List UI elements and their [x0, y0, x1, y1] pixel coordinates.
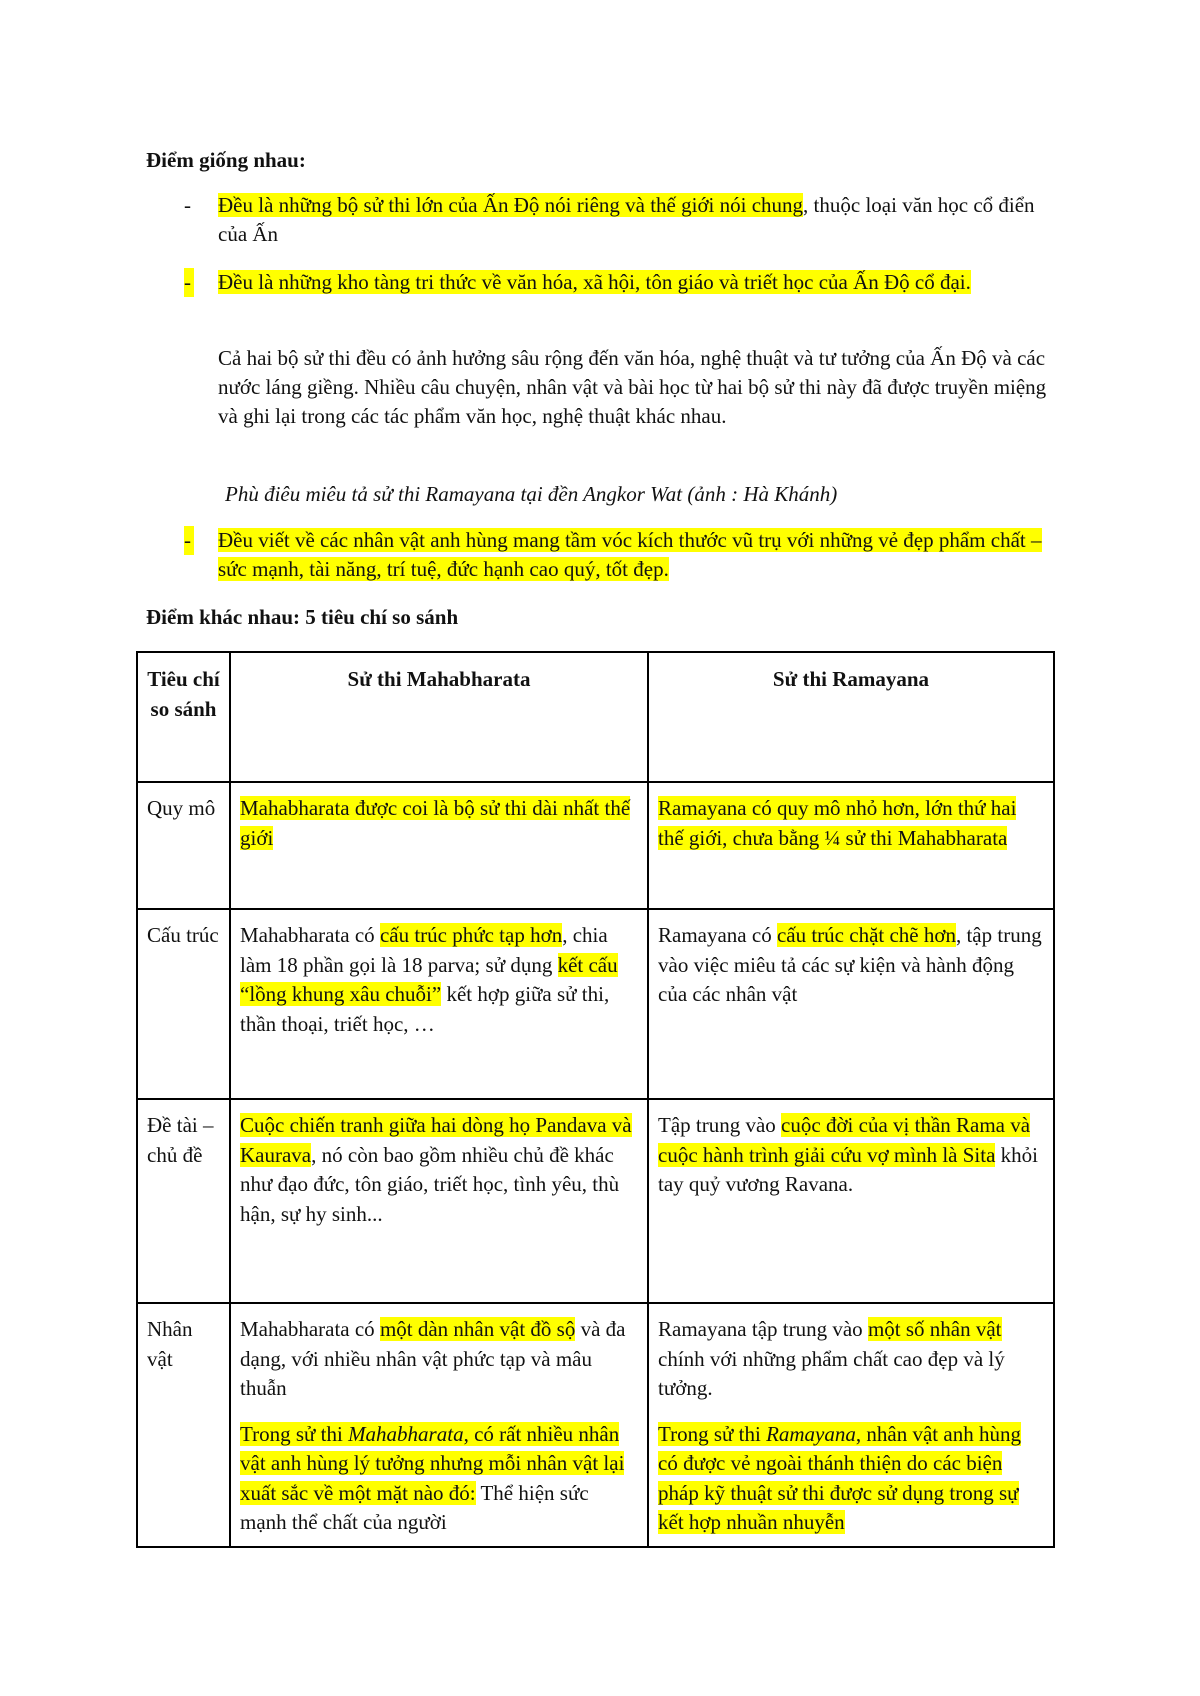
header-criterion: Tiêu chí so sánh: [137, 652, 230, 782]
criterion-cell: Cấu trúc: [137, 909, 230, 1099]
header-ramayana: Sử thi Ramayana: [648, 652, 1054, 782]
table-row: [137, 1099, 1054, 1303]
body-text: , thuộc loại văn học cổ điển của Ấn: [218, 193, 1035, 246]
bullet-dash: -: [184, 268, 194, 297]
similarity-bullet-1: [146, 191, 1046, 249]
bullet-dash: -: [184, 193, 191, 217]
ramayana-cell: Ramayana có quy mô nhỏ hơn, lớn thứ hai thế giới, chưa bằng ¼ sử thi Mahabharata: [648, 782, 1054, 909]
image-caption: Phù điêu miêu tả sử thi Ramayana tại đền Angkor Wat (ảnh : Hà Khánh): [225, 482, 838, 506]
table-row: [137, 1303, 1054, 1547]
ramayana-cell: Ramayana có cấu trúc chặt chẽ hơn, tập trung vào việc miêu tả các sự kiện và hành động của các nhân vật: [648, 909, 1054, 1099]
table-row: [137, 909, 1054, 1099]
mahabharata-cell: Mahabharata có cấu trúc phức tạp hơn, chia làm 18 phần gọi là 18 parva; sử dụng kết cấu “lồng khung xâu chuỗi” kết hợp giữa sử thi, thần thoại, triết học, …: [230, 909, 648, 1099]
similarities-heading: Điểm giống nhau:: [146, 148, 306, 172]
mahabharata-cell: Mahabharata được coi là bộ sử thi dài nhất thế giới: [230, 782, 648, 909]
highlighted-text: Đều là những bộ sử thi lớn của Ấn Độ nói riêng và thế giới nói chung: [218, 193, 804, 217]
table-header-row: [137, 652, 1054, 782]
differences-heading: Điểm khác nhau: 5 tiêu chí so sánh: [146, 605, 459, 629]
criterion-cell: Nhân vật: [137, 1303, 230, 1547]
comparison-table: [136, 651, 1055, 1548]
bullet-dash: -: [184, 526, 194, 555]
highlighted-text: Đều là những kho tàng tri thức về văn hóa, xã hội, tôn giáo và triết học của Ấn Độ cổ đại.: [218, 270, 971, 294]
criterion-cell: Quy mô: [137, 782, 230, 909]
header-mahabharata: Sử thi Mahabharata: [230, 652, 648, 782]
mahabharata-cell: Mahabharata có một dàn nhân vật đồ sộ và đa dạng, với nhiều nhân vật phức tạp và mâu thuẫn Trong sử thi Mahabharata, có rất nhiều nhân vật anh hùng lý tưởng nhưng mỗi nhân vật lại xuất sắc về một mặt nào đó: Thể hiện sức mạnh thể chất của người: [230, 1303, 648, 1547]
ramayana-cell: Tập trung vào cuộc đời của vị thần Rama và cuộc hành trình giải cứu vợ mình là Sita khỏi tay quỷ vương Ravana.: [648, 1099, 1054, 1303]
similarity-bullet-2: [146, 268, 1046, 297]
criterion-cell: Đề tài – chủ đề: [137, 1099, 230, 1303]
table-row: [137, 782, 1054, 909]
mahabharata-cell: Cuộc chiến tranh giữa hai dòng họ Pandava và Kaurava, nó còn bao gồm nhiều chủ đề khác như đạo đức, tôn giáo, triết học, tình yêu, thù hận, sự hy sinh...: [230, 1099, 648, 1303]
similarity-bullet-3: [146, 526, 1046, 584]
influence-paragraph: Cả hai bộ sử thi đều có ảnh hưởng sâu rộng đến văn hóa, nghệ thuật và tư tưởng của Ấn Độ và các nước láng giềng. Nhiều câu chuyện, nhân vật và bài học từ hai bộ sử thi này đã được truyền miệng và ghi lại trong các tác phẩm văn học, nghệ thuật khác nhau.: [218, 346, 1047, 428]
ramayana-cell: Ramayana tập trung vào một số nhân vật chính với những phẩm chất cao đẹp và lý tưởng. Trong sử thi Ramayana, nhân vật anh hùng có được vẻ ngoài thánh thiện do các biện pháp kỹ thuật sử thi được sử dụng trong sự kết hợp nhuần nhuyễn: [648, 1303, 1054, 1547]
highlighted-text: Đều viết về các nhân vật anh hùng mang tầm vóc kích thước vũ trụ với những vẻ đẹp phẩm chất – sức mạnh, tài năng, trí tuệ, đức hạnh cao quý, tốt đẹp.: [218, 528, 1042, 581]
